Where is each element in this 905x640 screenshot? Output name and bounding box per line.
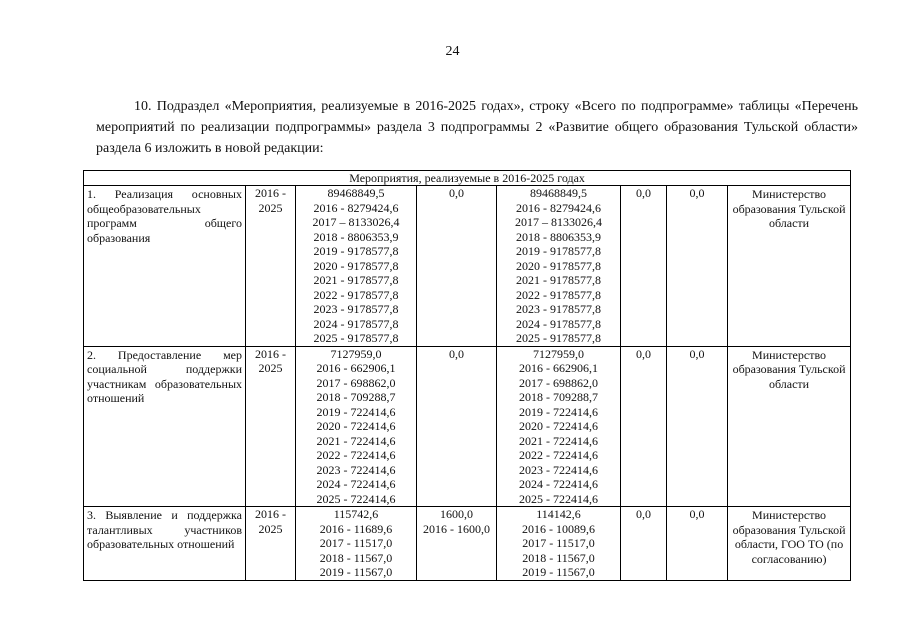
funding-line: 2022 - 722414,6 (519, 448, 598, 462)
funding-line: 2017 - 698862,0 (519, 375, 598, 390)
measures-table (83, 170, 851, 581)
other-funding: 0,0 (667, 186, 728, 347)
table-row (84, 507, 851, 581)
funding-line: 2017 – 8133026,4 (312, 215, 400, 229)
funding-line: 2024 - 9178577,8 (313, 316, 399, 331)
funding-line: 2024 - 9178577,8 (516, 316, 601, 331)
funding-line: 89468849,5 (327, 186, 385, 200)
implementation-years (246, 507, 296, 581)
other-funding: 0,0 (667, 346, 728, 507)
funding-line: 2018 - 8806353,9 (313, 229, 399, 244)
funding-line: 2021 - 9178577,8 (516, 273, 601, 287)
funding-line: 2023 - 9178577,8 (516, 302, 601, 316)
responsible-executor: Министерство образования Тульской области (728, 346, 851, 507)
regional-funding (497, 186, 621, 347)
funding-line: 2020 - 9178577,8 (313, 258, 399, 273)
regional-funding (497, 507, 621, 581)
funding-line: 2019 - 9178577,8 (313, 244, 399, 258)
measure-name: 2. Предоставление мер социальной поддержки участникам образовательных отношений (84, 346, 246, 507)
funding-line: 2019 - 9178577,8 (516, 244, 601, 258)
funding-line: 89468849,5 (530, 186, 587, 200)
measure-name: 1. Реализация основных общеобразовательных программ общего образования (84, 186, 246, 347)
funding-line: 2020 - 9178577,8 (516, 258, 601, 273)
local-funding: 0,0 (621, 186, 667, 347)
funding-line: 1600,0 (440, 507, 473, 521)
funding-line: 2022 - 9178577,8 (313, 287, 399, 302)
funding-line: 0,0 (449, 186, 464, 200)
funding-line: 2019 - 722414,6 (316, 404, 396, 419)
years-line: 2016 - (255, 346, 286, 361)
funding-line: 2024 - 722414,6 (316, 477, 396, 491)
implementation-years (246, 186, 296, 347)
funding-line: 2021 - 9178577,8 (313, 273, 399, 287)
funding-line: 114142,6 (536, 507, 581, 521)
funding-line: 2016 - 10089,6 (522, 521, 595, 536)
total-funding (296, 186, 417, 347)
funding-line: 2016 - 8279424,6 (313, 200, 399, 215)
federal-funding (417, 346, 497, 507)
federal-funding (417, 186, 497, 347)
funding-line: 2016 - 662906,1 (519, 361, 598, 375)
funding-line: 2021 - 722414,6 (316, 433, 396, 448)
funding-line: 7127959,0 (330, 346, 382, 361)
years-line: 2025 (258, 521, 283, 536)
funding-line: 2019 - 11567,0 (522, 565, 595, 579)
federal-funding (417, 507, 497, 581)
funding-line: 2023 - 722414,6 (519, 462, 598, 477)
local-funding: 0,0 (621, 346, 667, 507)
table-row (84, 346, 851, 507)
local-funding: 0,0 (621, 507, 667, 581)
years-line: 2025 (258, 200, 283, 215)
funding-line: 2020 - 722414,6 (316, 419, 396, 433)
funding-line: 2021 - 722414,6 (519, 433, 598, 448)
funding-line: 2016 - 662906,1 (316, 361, 396, 375)
regional-funding (497, 346, 621, 507)
table-body (84, 186, 851, 581)
funding-line: 2025 - 722414,6 (519, 491, 598, 506)
funding-line: 2023 - 9178577,8 (313, 302, 399, 316)
funding-line: 2025 - 9178577,8 (516, 331, 601, 345)
funding-line: 115742,6 (333, 507, 379, 521)
funding-line: 7127959,0 (533, 346, 584, 361)
table-row (84, 186, 851, 347)
funding-line: 2018 - 709288,7 (519, 390, 598, 404)
years-line: 2016 - (255, 507, 286, 521)
funding-line: 2022 - 722414,6 (316, 448, 396, 462)
funding-line: 2018 - 11567,0 (319, 550, 393, 565)
measure-name: 3. Выявление и поддержка талантливых участников образовательных отношений (84, 507, 246, 581)
years-line: 2025 (258, 361, 283, 375)
funding-line: 2025 - 9178577,8 (313, 331, 399, 345)
intro-paragraph: 10. Подраздел «Мероприятия, реализуемые в 2016-2025 годах», строку «Всего по подпрограмме» таблицы «Перечень мероприятий по реализации подпрограммы» раздела 3 подпрограммы 2 «Развитие общего образования Тульской области» раздела 6 изложить в новой редакции: (96, 99, 858, 156)
funding-line: 2018 - 8806353,9 (516, 229, 601, 244)
funding-line: 2022 - 9178577,8 (516, 287, 601, 302)
funding-line: 2019 - 11567,0 (319, 565, 393, 579)
responsible-executor: Министерство образования Тульской области (728, 186, 851, 347)
funding-line: 2019 - 722414,6 (519, 404, 598, 419)
funding-line: 2017 - 11517,0 (319, 536, 393, 550)
responsible-executor: Министерство образования Тульской области, ГОО ТО (по согласованию) (728, 507, 851, 581)
page-number: 24 (445, 44, 460, 59)
funding-line: 2025 - 722414,6 (316, 491, 396, 506)
funding-line: 2020 - 722414,6 (519, 419, 598, 433)
implementation-years (246, 346, 296, 507)
other-funding: 0,0 (667, 507, 728, 581)
funding-line: 0,0 (449, 346, 464, 361)
funding-line: 2016 - 1600,0 (423, 521, 490, 536)
funding-line: 2017 - 698862,0 (316, 375, 396, 390)
funding-line: 2016 - 8279424,6 (516, 200, 601, 215)
funding-line: 2018 - 709288,7 (316, 390, 396, 404)
funding-line: 2018 - 11567,0 (522, 550, 595, 565)
funding-line: 2016 - 11689,6 (319, 521, 393, 536)
funding-line: 2023 - 722414,6 (316, 462, 396, 477)
table-section-header: Мероприятия, реализуемые в 2016-2025 годах (84, 171, 851, 186)
funding-line: 2017 – 8133026,4 (515, 215, 602, 229)
funding-line: 2017 - 11517,0 (522, 536, 595, 550)
funding-line: 2024 - 722414,6 (519, 477, 598, 491)
total-funding (296, 507, 417, 581)
total-funding (296, 346, 417, 507)
years-line: 2016 - (255, 186, 286, 200)
